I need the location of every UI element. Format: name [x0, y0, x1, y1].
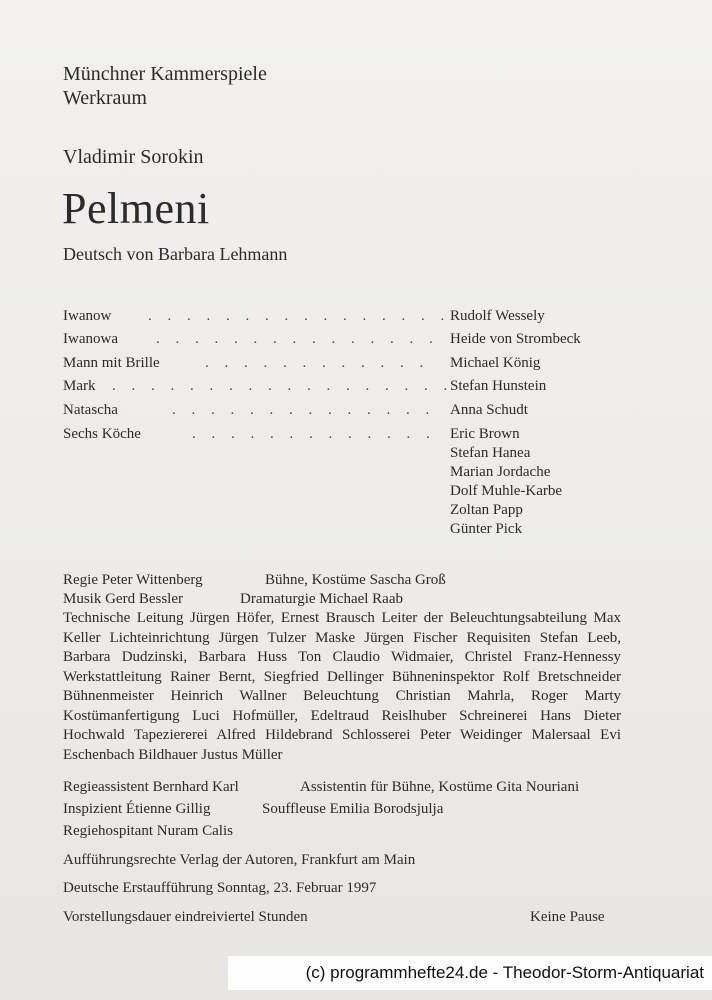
play-title: Pelmeni: [62, 184, 210, 233]
technical-credits: Technische Leitung Jürgen Höfer, Ernest Brausch Leiter der Beleuchtungsabteilung Max Keller Lichteinrichtung Jürgen Tulzer Maske Jürgen Fischer Requisiten Stefan Leeb, Barbara Dudzinski, Barbara Huss Ton Claudio Widmaier, Christel Franz-Hennessy Werkstattleitung Rainer Bernt, Siegfried Dellinger Bühneninspektor Rolf Bretschneider Bühnenmeister Heinrich Wallner Beleuchtung Christian Mahrla, Roger Marty Kostümanfertigung Luci Hofmüller, Edeltraud Reislhuber Schreinerei Hans Dieter Hochwald Tapeziererei Alfred Hildebrand Schlosserei Peter Weidinger Malersaal Evi Eschenbach Bildhauer Justus Müller: [63, 610, 621, 763]
venue-stage: Werkraum: [63, 87, 147, 109]
cast-actor: Eric Brown: [450, 426, 520, 442]
cast-actor: Rudolf Wessely: [450, 308, 545, 324]
stage-manager-credit: Inspizient Étienne Gillig: [63, 801, 211, 817]
leader-dots: . . . . . . . . . . . . . .: [172, 402, 436, 418]
stage-costume-credit: Bühne, Kostüme Sascha Groß: [265, 572, 446, 588]
cast-actor: Günter Pick: [450, 521, 523, 537]
music-credit: Musik Gerd Bessler: [63, 591, 183, 607]
venue-name: Münchner Kammerspiele: [63, 63, 267, 85]
cast-actor: Anna Schudt: [450, 402, 528, 418]
cast-role: Sechs Köche: [63, 426, 141, 442]
cast-role: Mann mit Brille: [63, 355, 160, 371]
duration-info: Vorstellungsdauer eindreiviertel Stunden: [63, 909, 308, 925]
cast-role: Iwanowa: [63, 331, 118, 347]
cast-actor: Heide von Strombeck: [450, 331, 581, 347]
cast-actor: Stefan Hunstein: [450, 378, 547, 394]
dramaturgy-credit: Dramaturgie Michael Raab: [240, 591, 403, 607]
watermark-banner: (c) programmhefte24.de - Theodor-Storm-Antiquariat: [228, 956, 712, 990]
cast-actor: Michael König: [450, 355, 541, 371]
director-credit: Regie Peter Wittenberg: [63, 572, 203, 588]
assistant-director-credit: Regieassistent Bernhard Karl: [63, 779, 239, 795]
cast-role: Iwanow: [63, 308, 112, 324]
cast-role: Mark: [63, 378, 96, 394]
intern-credit: Regiehospitant Nuram Calis: [63, 823, 233, 839]
pause-info: Keine Pause: [530, 909, 605, 925]
cast-actor: Dolf Muhle-Karbe: [450, 483, 563, 499]
leader-dots: . . . . . . . . . . . . . . . .: [148, 308, 451, 324]
assistant-stage-credit: Assistentin für Bühne, Kostüme Gita Nouriani: [300, 779, 580, 795]
leader-dots: . . . . . . . . . . . . .: [192, 426, 436, 442]
translator-credit: Deutsch von Barbara Lehmann: [63, 244, 288, 264]
cast-actor: Marian Jordache: [450, 464, 551, 480]
cast-actor: Stefan Hanea: [450, 445, 531, 461]
leader-dots: . . . . . . . . . . . .: [205, 355, 430, 371]
leader-dots: . . . . . . . . . . . . . . .: [156, 331, 439, 347]
premiere-date: Deutsche Erstaufführung Sonntag, 23. Februar 1997: [63, 880, 377, 896]
rights-notice: Aufführungsrechte Verlag der Autoren, Frankfurt am Main: [63, 852, 416, 868]
leader-dots: . . . . . . . . . . . . . . . . . .: [112, 378, 454, 394]
prompter-credit: Souffleuse Emilia Borodsjulja: [262, 801, 444, 817]
cast-role: Natascha: [63, 402, 118, 418]
author-name: Vladimir Sorokin: [63, 146, 204, 168]
cast-actor: Zoltan Papp: [450, 502, 523, 518]
